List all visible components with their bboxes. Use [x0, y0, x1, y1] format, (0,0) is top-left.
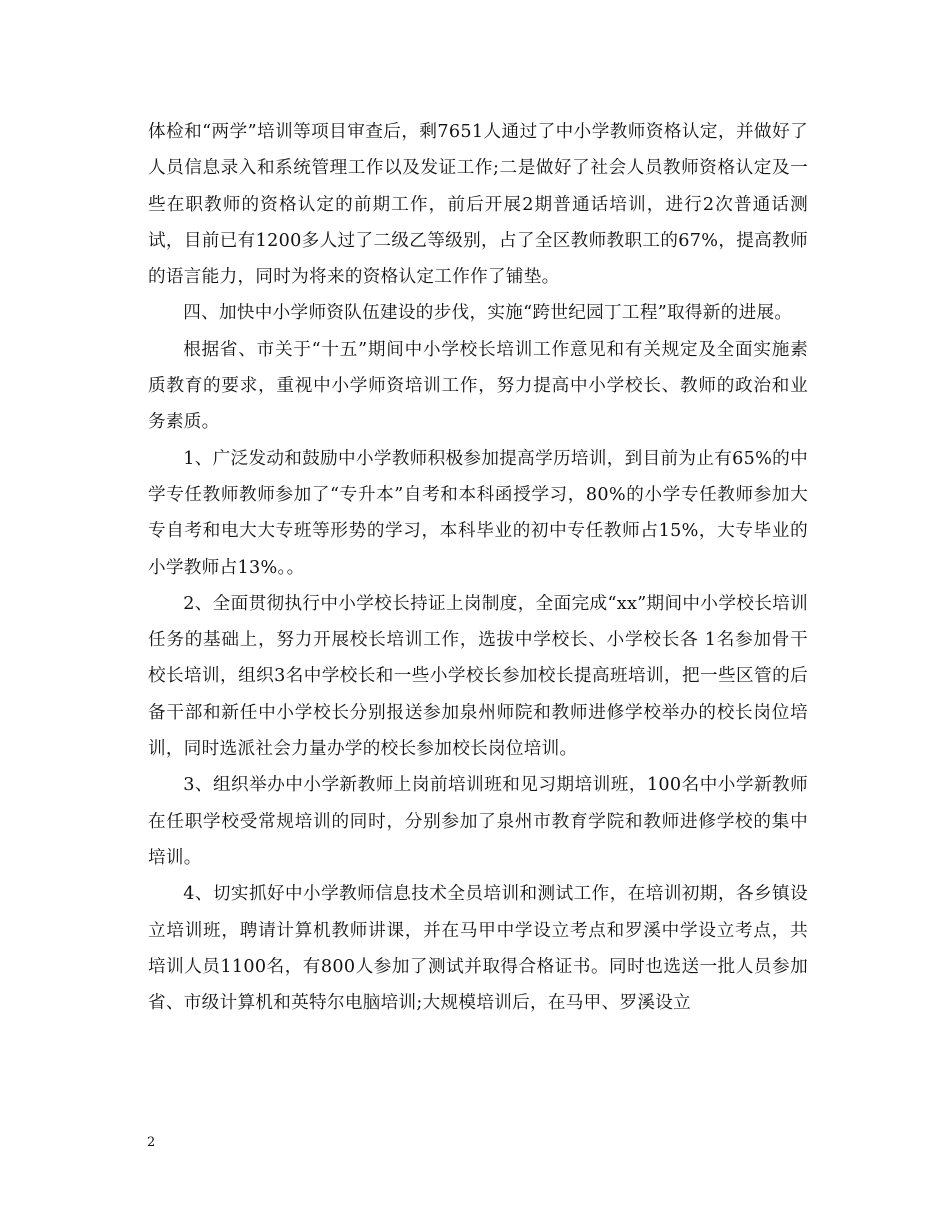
- paragraph-1: 体检和“两学”培训等项目审查后，剩7651人通过了中小学教师资格认定，并做好了人员信息录入和系统管理工作以及发证工作;二是做好了社会人员教师资格认定及一些在职教师的资格认定的前期工作，前后开展2期普通话培训，进行2次普通话测试，目前已有1200多人过了二级乙等级别，占了全区教师教职工的67%，提高教师的语言能力，同时为将来的资格认定工作作了铺垫。: [148, 122, 808, 288]
- paragraph-4: 1、广泛发动和鼓励中小学教师积极参加提高学历培训，到目前为止有65%的中学专任教师教师参加了“专升本”自考和本科函授学习，80%的小学专任教师参加大专自考和电大大专班等形势的学习，本科毕业的初中专任教师占15%，大专毕业的小学教师占13%。。: [148, 448, 808, 578]
- paragraph-7: 4、切实抓好中小学教师信息技术全员培训和测试工作，在培训初期，各乡镇设立培训班，聘请计算机教师讲课，并在马甲中学设立考点和罗溪中学设立考点，共培训人员1100名，有800人参加了测试并取得合格证书。同时也选送一批人员参加省、市级计算机和英特尔电脑培训;大规模培训后，在马甲、罗溪设立: [148, 884, 808, 1014]
- paragraph-6: 3、组织举办中小学新教师上岗前培训班和见习期培训班，100名中小学新教师在任职学校受常规培训的同时，分别参加了泉州市教育学院和教师进修学校的集中培训。: [148, 775, 808, 868]
- body-text: [148, 114, 808, 1021]
- page-number: 2: [147, 1135, 156, 1150]
- paragraph-5: 2、全面贯彻执行中小学校长持证上岗制度，全面完成“xx”期间中小学校长培训任务的基础上，努力开展校长培训工作，选拔中学校长、小学校长各 1名参加骨干校长培训，组织3名中学校长和一些小学校长参加校长提高班培训，把一些区管的后备干部和新任中小学校长分别报送参加泉州师院和教师进修学校举办的校长岗位培训，同时选派社会力量办学的校长参加校长岗位培训。: [148, 593, 808, 760]
- paragraph-2: 四、加快中小学师资队伍建设的步伐，实施“跨世纪园丁工程”取得新的进展。: [183, 303, 793, 324]
- paragraph-3: 根据省、市关于“十五”期间中小学校长培训工作意见和有关规定及全面实施素质教育的要求，重视中小学师资培训工作，努力提高中小学校长、教师的政治和业务素质。: [148, 339, 808, 433]
